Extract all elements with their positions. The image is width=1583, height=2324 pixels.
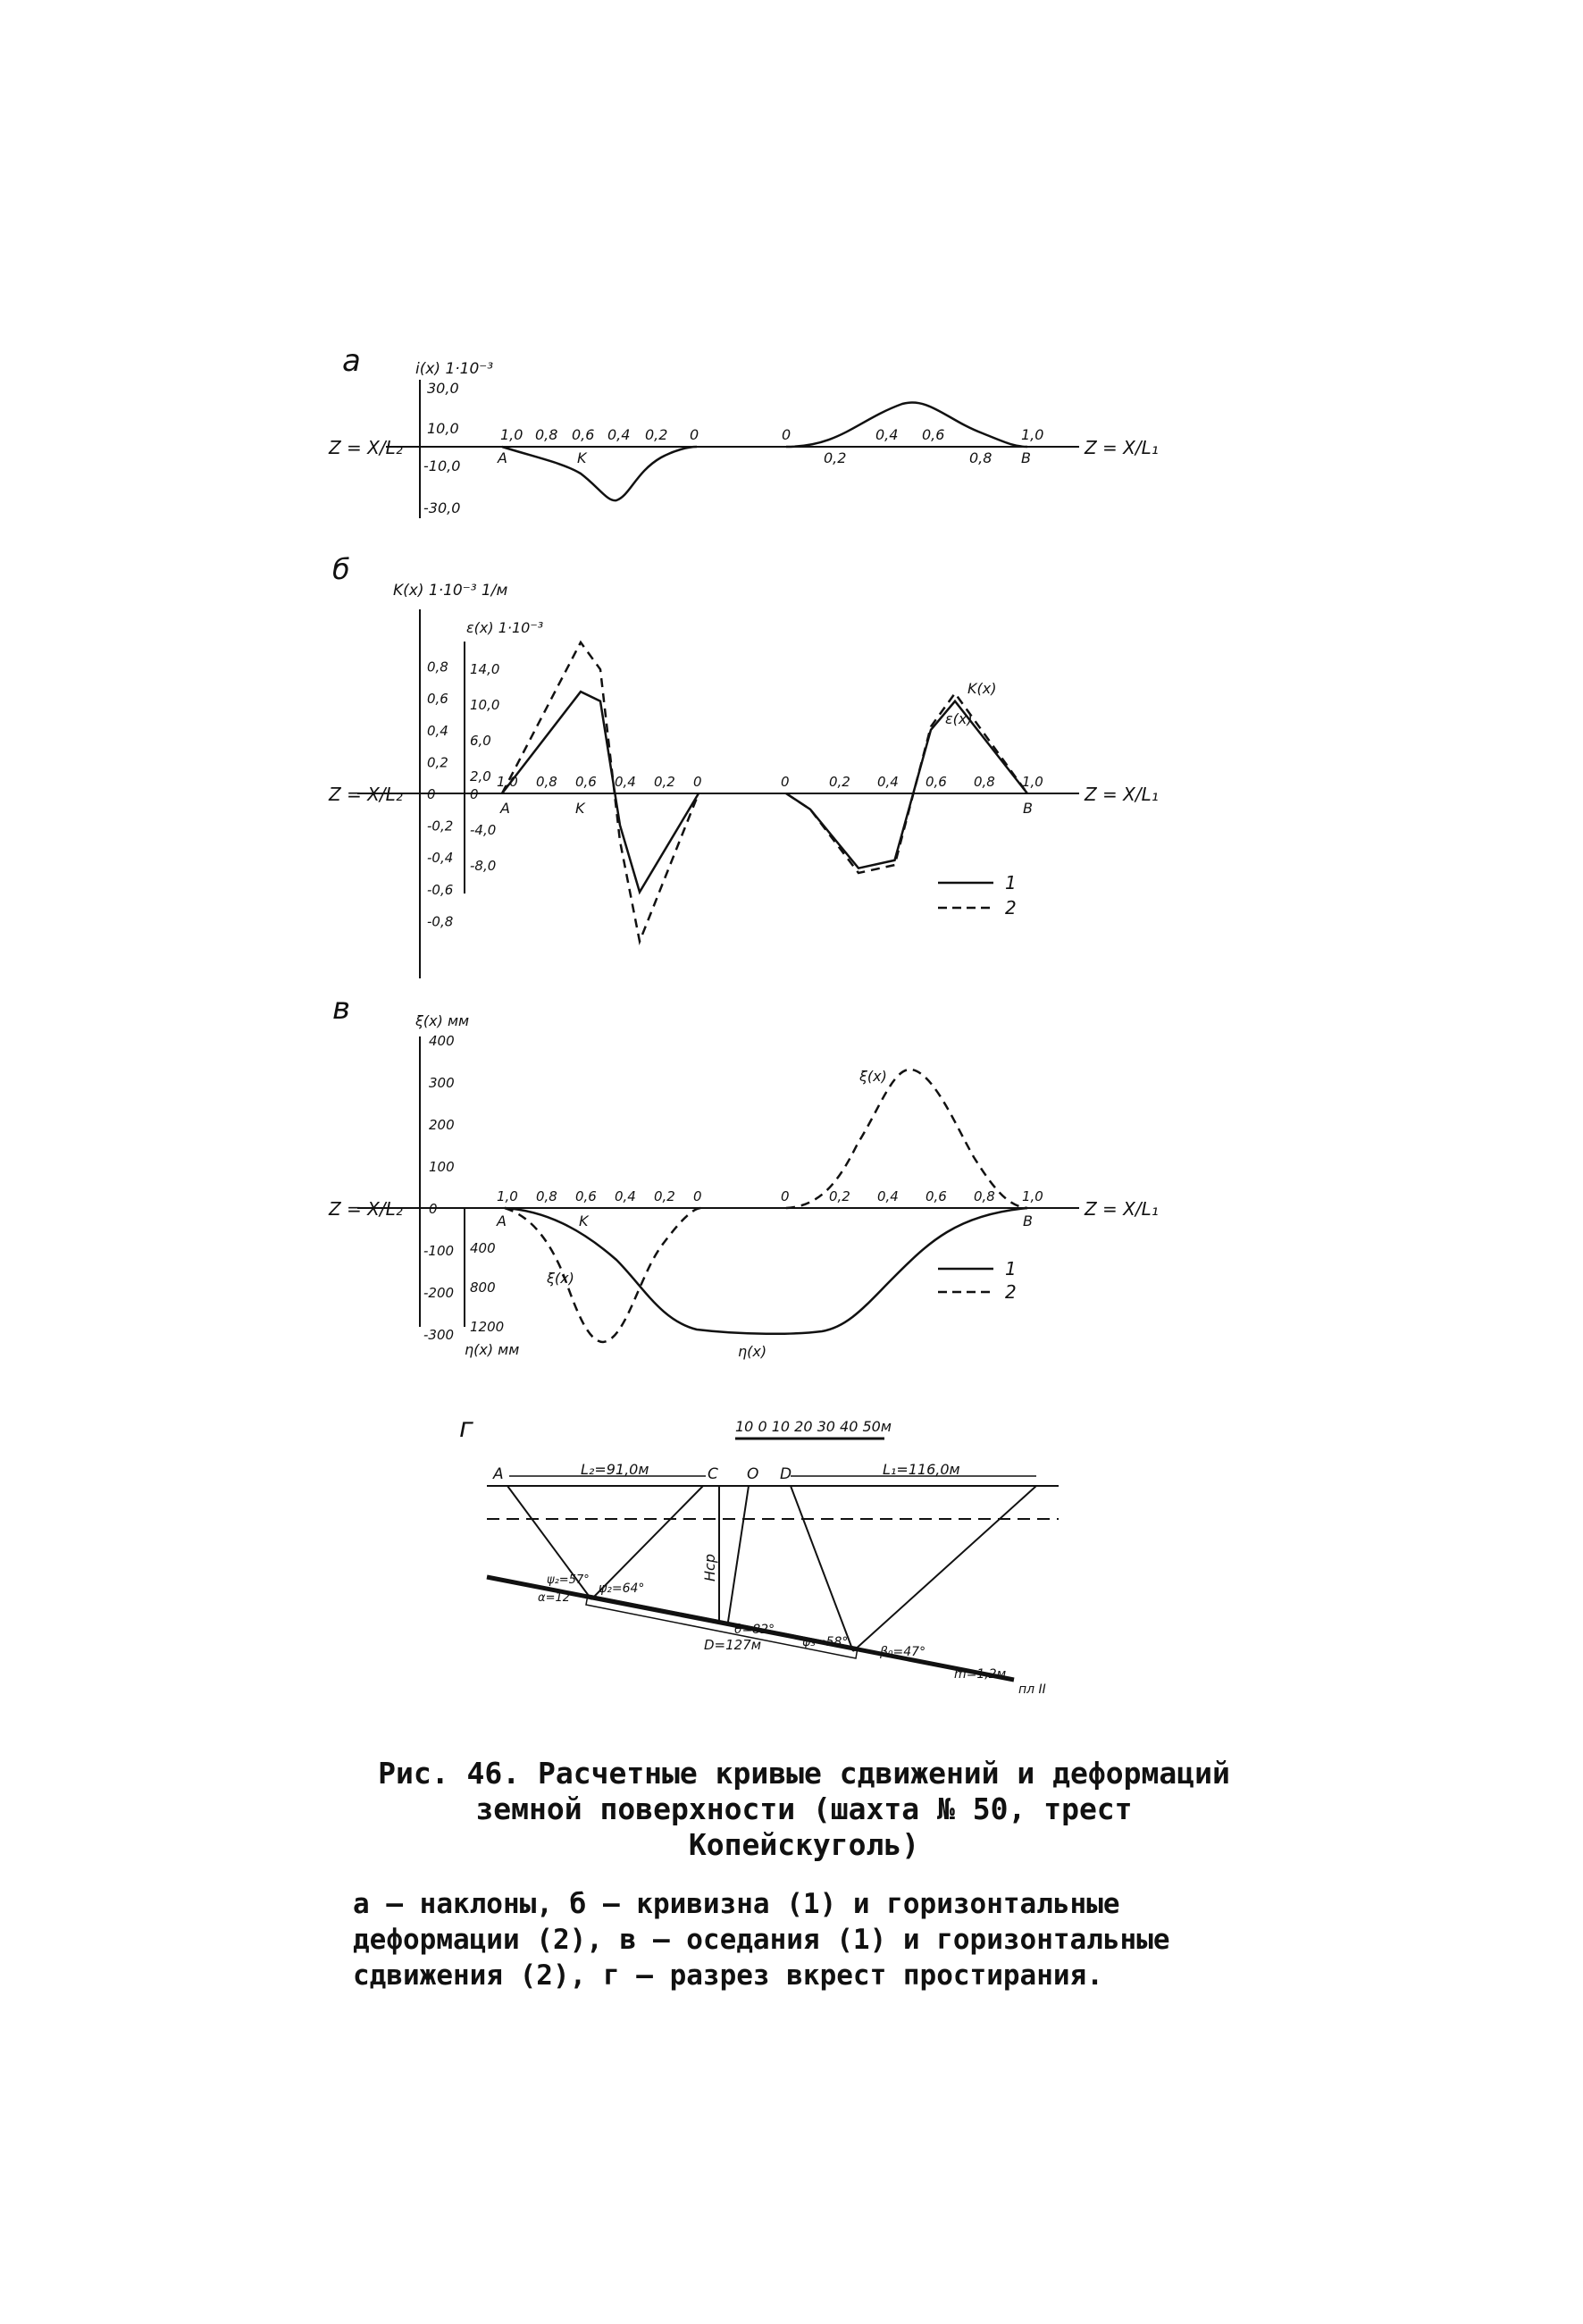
panel-v-x-tick: 0,2: [654, 1188, 675, 1204]
panel-b-k-tick: -0,6: [427, 881, 454, 898]
panel-b-x-tick: 0,2: [654, 774, 675, 790]
panel-b-legend-label-2: 2: [1005, 897, 1017, 919]
panel-a-xtick: 0,8: [535, 426, 558, 443]
panel-g-label-D-length: D=127м: [704, 1637, 762, 1653]
panel-v-letter: в: [332, 991, 351, 1027]
panel-v-xlabel-left: Z = X/L₂: [329, 1198, 403, 1220]
panel-b-x-tick: 0,4: [877, 774, 899, 790]
panel-v-eta-ticks: [470, 1240, 504, 1335]
panel-v-ylabel-xi: ξ(x) мм: [415, 1012, 470, 1029]
panel-v-x-tick: 0,8: [974, 1188, 995, 1204]
panel-g-line-O: [728, 1486, 749, 1622]
panel-b-point-K: K: [575, 800, 585, 817]
panel-v-xi-tick: 300: [429, 1075, 455, 1091]
panel-a-tilts: [328, 343, 1159, 518]
panel-b-x-tick: 0,2: [829, 774, 850, 790]
panel-b-e-tick: -8,0: [470, 858, 497, 874]
panel-v-xi-tick: 0: [429, 1201, 438, 1217]
panel-v-x-tick: 0,4: [877, 1188, 899, 1204]
panel-g-label-seam: пл II: [1018, 1682, 1046, 1697]
panel-a-xtick: 1,0: [500, 426, 523, 443]
panel-b-curvature: [328, 552, 1159, 978]
panel-a-y-tick-1: 10,0: [427, 420, 459, 437]
panel-g-label-C: C: [708, 1465, 718, 1483]
panel-a-xtick: 0: [782, 426, 792, 443]
panel-b-series-1-left: [502, 692, 699, 892]
panel-a-xtick: 0,4: [875, 426, 899, 443]
panel-b-k-tick: -0,8: [427, 913, 454, 930]
panel-v-point-B: B: [1023, 1212, 1033, 1229]
panel-b-series: [502, 642, 1027, 942]
panel-a-xtick: 0,8: [969, 449, 993, 466]
panel-g-section: [459, 1413, 1059, 1697]
panel-b-e-ticks: [470, 661, 499, 874]
panel-b-letter: б: [332, 552, 350, 586]
panel-v-subsidence: [328, 991, 1159, 1360]
panel-a-tilt-curve-right: [786, 403, 1027, 447]
panel-g-label-A: A: [493, 1465, 504, 1483]
panel-g-line-D: [791, 1486, 853, 1651]
panel-b-x-tick: 0,6: [575, 774, 597, 790]
panel-b-x-ticks: [497, 774, 1043, 790]
panel-g-letter: г: [459, 1413, 473, 1444]
panel-g-label-Hcp: Hср: [701, 1554, 718, 1581]
panel-a-xtick: 1,0: [1021, 426, 1044, 443]
panel-b-series-2-left: [502, 642, 699, 942]
panel-g-scale-label: 10 0 10 20 30 40 50м: [735, 1418, 892, 1435]
panel-v-curve-label-eta: η(x): [738, 1343, 767, 1360]
panel-b-e-tick: 14,0: [470, 661, 500, 677]
panel-a-point-K: K: [577, 449, 587, 466]
panel-g-label-m: m=1,2м: [954, 1667, 1007, 1682]
panel-b-point-A: A: [500, 800, 510, 817]
panel-v-eta-tick: 800: [470, 1279, 496, 1296]
panel-g-line-B: [853, 1486, 1036, 1651]
panel-b-x-tick: 0,6: [926, 774, 947, 790]
panel-v-x-tick: 1,0: [497, 1188, 518, 1204]
panel-g-label-alpha: α=12°: [538, 1591, 576, 1605]
panel-g-label-psi3: ψ₃=58°: [802, 1635, 849, 1649]
caption-description: а – наклоны, б – кривизна (1) и горизонтальные деформации (2), в – оседания (1) и горизонтальные сдвижения (2), г – разрез вкрест простирания.: [353, 1888, 1170, 1992]
panel-v-x-tick: 0,2: [829, 1188, 850, 1204]
panel-a-point-A: A: [498, 449, 507, 466]
panel-b-e-tick: 10,0: [470, 697, 500, 713]
panel-g-label-D: D: [780, 1465, 792, 1483]
panel-a-tilt-curve-left: [502, 447, 697, 500]
panel-v-xi-tick: 100: [429, 1159, 455, 1175]
panel-g-label-beta: β₀=47°: [880, 1645, 926, 1659]
panel-g-label-theta: θ=82°: [734, 1623, 775, 1637]
panel-v-displacement-curve-right: [786, 1070, 1027, 1208]
panel-b-xlabel-right: Z = X/L₁: [1085, 784, 1159, 805]
panel-v-point-K: K: [579, 1212, 589, 1229]
panel-b-legend: [938, 872, 1017, 919]
panel-b-k-tick: 0,4: [427, 722, 448, 739]
panel-v-xi-tick: -200: [423, 1285, 455, 1301]
panel-v-curve-label-xi-right: ξ(x): [859, 1068, 887, 1085]
panel-b-ylabel-k: K(x) 1·10⁻³ 1/м: [393, 582, 508, 600]
panel-v-eta-tick: 400: [470, 1240, 496, 1256]
panel-a-xtick: 0,6: [572, 426, 595, 443]
panel-b-e-tick: -4,0: [470, 822, 497, 838]
panel-v-xi-tick: 200: [429, 1117, 455, 1133]
panel-v-xi-ticks: [423, 1033, 455, 1343]
panel-a-xtick: 0: [690, 426, 699, 443]
panel-b-ylabel-e: ε(x) 1·10⁻³: [466, 619, 544, 636]
panel-g-label-L1: L₁=116,0м: [883, 1461, 960, 1478]
panel-b-curve-label-e: ε(x): [945, 710, 973, 727]
panel-v-x-ticks: [497, 1188, 1043, 1204]
panel-a-xlabel-right: Z = X/L₁: [1085, 437, 1159, 458]
panel-b-xlabel-left: Z = X/L₂: [329, 784, 403, 805]
panel-v-eta-tick: 1200: [470, 1319, 505, 1335]
panel-v-x-tick: 0: [781, 1188, 790, 1204]
panel-v-x-tick: 0,6: [575, 1188, 597, 1204]
panel-b-k-tick: 0,8: [427, 659, 448, 675]
panel-a-xtick: 0,4: [607, 426, 631, 443]
caption-title: Рис. 46. Расчетные кривые сдвижений и деформаций земной поверхности (шахта № 50, трест Копейскуголь): [378, 1756, 1230, 1862]
panel-v-x-tick: 1,0: [1022, 1188, 1043, 1204]
panel-v-xi-tick: -300: [423, 1327, 455, 1343]
panel-g-label-psi2-small: ψ₂=57°: [547, 1573, 590, 1587]
panel-v-xlabel-right: Z = X/L₁: [1085, 1198, 1159, 1220]
panel-b-x-tick: 0,8: [536, 774, 557, 790]
panel-v-xi-tick: 400: [429, 1033, 455, 1049]
panel-v-xi-tick: -100: [423, 1243, 455, 1259]
panel-b-e-tick: 2,0: [470, 768, 491, 784]
panel-b-e-tick: 0: [470, 786, 479, 802]
panel-b-x-tick: 0: [781, 774, 790, 790]
panel-v-curve-label-xi-left: ξ(x): [547, 1270, 574, 1287]
figure-caption: [353, 1756, 1255, 1993]
panel-v-ylabel-eta: η(x) мм: [465, 1341, 520, 1358]
panel-a-xtick: 0,2: [645, 426, 668, 443]
panel-v-legend-label-2: 2: [1005, 1281, 1017, 1303]
panel-a-point-B: B: [1021, 449, 1031, 466]
panel-b-k-tick: 0,6: [427, 691, 448, 708]
panel-b-k-tick: 0: [427, 786, 436, 802]
panel-a-y-tick-0: 30,0: [427, 380, 459, 397]
panel-a-ylabel: i(x) 1·10⁻³: [415, 360, 494, 378]
panel-a-xtick: 0,2: [824, 449, 847, 466]
panel-v-x-tick: 0,4: [615, 1188, 636, 1204]
panel-v-x-tick: 0,8: [536, 1188, 557, 1204]
panel-a-xtick: 0,6: [922, 426, 945, 443]
panel-a-letter: a: [342, 343, 361, 379]
panel-b-point-B: B: [1023, 800, 1033, 817]
panel-v-point-A: A: [497, 1212, 507, 1229]
panel-v-legend: [938, 1258, 1017, 1303]
panel-b-x-tick: 0,4: [615, 774, 636, 790]
panel-a-y-tick-2: -10,0: [423, 457, 461, 474]
panel-b-k-tick: -0,2: [427, 818, 454, 835]
panel-b-x-tick: 1,0: [497, 774, 518, 790]
panel-v-x-tick: 0,6: [926, 1188, 947, 1204]
panel-b-x-tick: 0: [693, 774, 702, 790]
panel-v-legend-label-1: 1: [1005, 1258, 1017, 1279]
panel-g-label-psi2: ψ₂=64°: [599, 1581, 645, 1596]
panel-a-x-ticks-left: [500, 426, 699, 443]
panel-v-x-tick: 0: [693, 1188, 702, 1204]
panel-v-displacement-curve-left: [505, 1208, 701, 1342]
panel-b-curve-label-k: K(x): [967, 680, 997, 697]
panel-a-y-tick-3: -30,0: [423, 499, 461, 516]
panel-b-x-tick: 0,8: [974, 774, 995, 790]
panel-b-k-tick: -0,4: [427, 850, 454, 867]
panel-g-label-L2: L₂=91,0м: [581, 1461, 649, 1478]
panel-b-k-tick: 0,2: [427, 754, 448, 771]
panel-b-legend-label-1: 1: [1005, 872, 1017, 894]
panel-b-x-tick: 1,0: [1022, 774, 1043, 790]
panel-a-xlabel-left: Z = X/L₂: [329, 437, 403, 458]
panel-g-label-O: O: [747, 1465, 759, 1483]
panel-b-e-tick: 6,0: [470, 733, 491, 749]
